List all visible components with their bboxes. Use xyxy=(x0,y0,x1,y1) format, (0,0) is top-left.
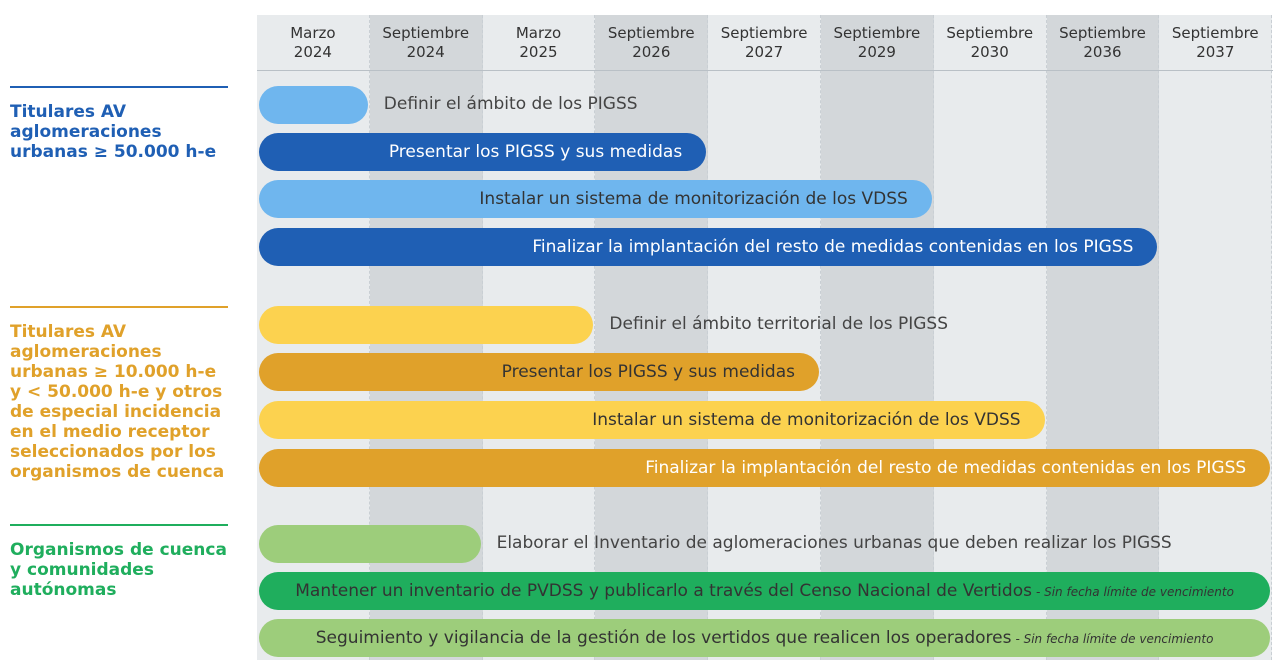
column-header xyxy=(708,15,820,70)
column-year: 2024 xyxy=(293,42,332,61)
header-divider xyxy=(257,70,1273,71)
task-bar xyxy=(259,228,1157,266)
group-title-line: organismos de cuenca xyxy=(10,462,225,482)
column-header xyxy=(934,15,1046,70)
column-year: 2036 xyxy=(1083,42,1122,61)
task-label: Finalizar la implantación del resto de medidas contenidas en los PIGSS xyxy=(645,458,1247,478)
column-year: 2027 xyxy=(744,42,784,61)
group-title-line: y comunidades xyxy=(10,560,154,580)
column-year: 2025 xyxy=(519,42,558,61)
task-label: Finalizar la implantación del resto de medidas contenidas en los PIGSS xyxy=(532,237,1134,257)
timeline-column xyxy=(1159,15,1272,660)
task-label: Seguimiento y vigilancia de la gestión de los vertidos que realicen los operadores xyxy=(315,628,1012,648)
task-bar xyxy=(259,353,819,391)
group-rule xyxy=(10,306,228,308)
column-month: Septiembre xyxy=(1171,23,1259,42)
column-month: Septiembre xyxy=(720,23,808,42)
column-month: Septiembre xyxy=(946,23,1034,42)
group-label xyxy=(10,524,228,600)
task-label-wrap xyxy=(532,237,1133,257)
column-year: 2029 xyxy=(857,42,896,61)
group-title-line: en el medio receptor xyxy=(10,422,210,442)
task-label: Instalar un sistema de monitorización de los VDSS xyxy=(592,410,1021,430)
task-bar xyxy=(259,306,593,344)
task-note: - Sin fecha límite de vencimiento xyxy=(1035,585,1234,599)
timeline-column xyxy=(708,15,821,660)
column-header xyxy=(483,15,595,70)
column-month: Septiembre xyxy=(1059,23,1146,42)
group-title-line: Titulares AV xyxy=(10,102,127,122)
task-bar xyxy=(259,619,1270,657)
column-header xyxy=(821,15,933,70)
group-title-line: seleccionados por los xyxy=(10,442,216,462)
task-label: Definir el ámbito de los PIGSS xyxy=(383,94,638,114)
group-title-line: y < 50.000 h-e y otros xyxy=(10,382,223,402)
group-title-line: Titulares AV xyxy=(10,322,127,342)
group-title-line: aglomeraciones xyxy=(10,342,162,362)
group-title-line: urbanas ≥ 50.000 h-e xyxy=(10,142,217,162)
group-title-line: autónomas xyxy=(10,580,117,600)
group-label xyxy=(10,86,228,162)
task-bar xyxy=(259,180,932,218)
column-header xyxy=(257,15,369,70)
column-year: 2037 xyxy=(1196,42,1235,61)
column-month: Marzo xyxy=(290,23,336,42)
column-header xyxy=(595,15,707,70)
column-year: 2024 xyxy=(406,42,445,61)
task-label-wrap xyxy=(389,142,682,162)
timeline-column xyxy=(821,15,934,660)
column-year: 2030 xyxy=(970,42,1009,61)
task-label: Instalar un sistema de monitorización de los VDSS xyxy=(479,189,908,209)
group-title-line: aglomeraciones xyxy=(10,122,162,142)
task-label-wrap xyxy=(592,410,1020,430)
timeline-column xyxy=(934,15,1047,660)
group-rule xyxy=(10,86,228,88)
task-bar xyxy=(259,133,706,171)
group-title-line: de especial incidencia xyxy=(10,402,222,422)
task-label: Presentar los PIGSS y sus medidas xyxy=(388,142,683,162)
column-year: 2026 xyxy=(632,42,671,61)
group-title xyxy=(10,540,228,600)
group-title-line: Organismos de cuenca xyxy=(10,540,227,560)
task-label-wrap xyxy=(316,628,1214,648)
task-label-wrap xyxy=(479,189,907,209)
task-bar xyxy=(259,525,481,563)
task-label: Definir el ámbito territorial de los PIGSS xyxy=(609,314,948,334)
task-bar xyxy=(259,572,1270,610)
task-label-wrap xyxy=(502,362,795,382)
column-header xyxy=(1047,15,1159,70)
task-label-wrap xyxy=(645,458,1246,478)
column-header xyxy=(1159,15,1271,70)
task-bar xyxy=(259,86,368,124)
group-title-line: urbanas ≥ 10.000 h-e xyxy=(10,362,217,382)
column-month: Septiembre xyxy=(382,23,470,42)
task-label: Elaborar el Inventario de aglomeraciones urbanas que deben realizar los PIGSS xyxy=(496,533,1172,553)
task-label-wrap xyxy=(295,581,1234,601)
task-label: Mantener un inventario de PVDSS y publicarlo a través del Censo Nacional de Vertidos xyxy=(295,581,1032,601)
column-month: Marzo xyxy=(515,23,562,42)
group-title xyxy=(10,322,228,482)
group-title xyxy=(10,102,228,162)
task-label: Presentar los PIGSS y sus medidas xyxy=(501,362,795,382)
group-label xyxy=(10,306,228,482)
task-bar xyxy=(259,449,1270,487)
column-month: Septiembre xyxy=(833,23,921,42)
group-rule xyxy=(10,524,228,526)
task-bar xyxy=(259,401,1045,439)
task-note: - Sin fecha límite de vencimiento xyxy=(1015,632,1214,646)
column-header xyxy=(370,15,482,70)
column-month: Septiembre xyxy=(607,23,695,42)
timeline-column xyxy=(1047,15,1160,660)
